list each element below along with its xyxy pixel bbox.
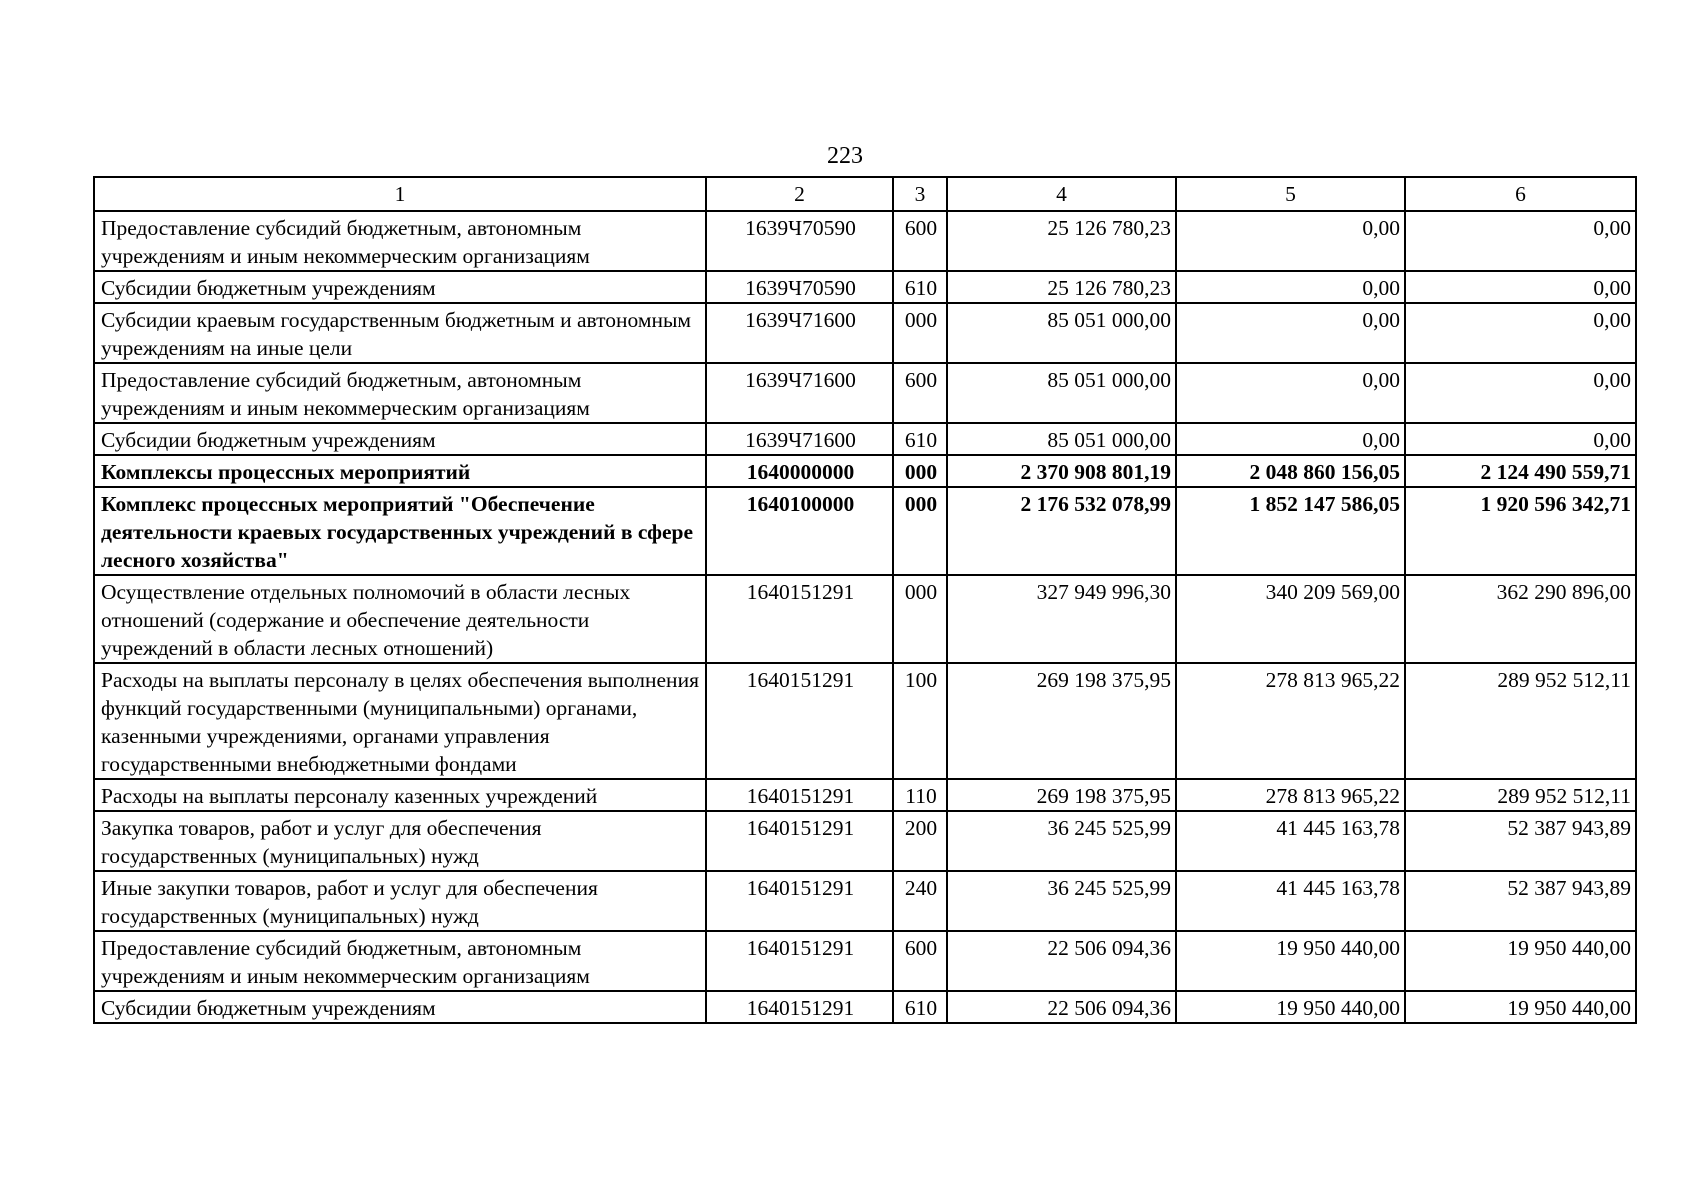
header-row <box>94 177 1636 211</box>
table-row <box>94 303 1636 363</box>
column-header: 1 <box>94 177 706 211</box>
row-value-col4-cell: 22 506 094,36 <box>947 991 1176 1023</box>
row-value-col5-cell: 0,00 <box>1176 423 1405 455</box>
table-row <box>94 423 1636 455</box>
row-value-col4-cell: 36 245 525,99 <box>947 811 1176 871</box>
table-row <box>94 991 1636 1023</box>
row-vr-cell: 600 <box>893 931 947 991</box>
table-row <box>94 487 1636 575</box>
row-value-col5-cell: 41 445 163,78 <box>1176 871 1405 931</box>
row-name-cell: Комплексы процессных мероприятий <box>94 455 706 487</box>
row-value-col5-cell: 340 209 569,00 <box>1176 575 1405 663</box>
row-code-cell: 1640151291 <box>706 779 893 811</box>
table-row <box>94 211 1636 271</box>
row-vr-cell: 610 <box>893 423 947 455</box>
row-vr-cell: 100 <box>893 663 947 779</box>
row-value-col5-cell: 0,00 <box>1176 211 1405 271</box>
row-code-cell: 1640100000 <box>706 487 893 575</box>
row-value-col6-cell: 289 952 512,11 <box>1405 663 1636 779</box>
row-name-cell: Закупка товаров, работ и услуг для обеспечения государственных (муниципальных) нужд <box>94 811 706 871</box>
row-code-cell: 1639Ч71600 <box>706 423 893 455</box>
row-name-cell: Расходы на выплаты персоналу казенных учреждений <box>94 779 706 811</box>
table-body <box>94 211 1636 1023</box>
row-value-col6-cell: 289 952 512,11 <box>1405 779 1636 811</box>
row-name-cell: Расходы на выплаты персоналу в целях обеспечения выполнения функций государственными (муниципальными) органами, казенными учреждениями, органами управления государственными внебюджетными фондами <box>94 663 706 779</box>
row-name-cell: Субсидии бюджетным учреждениям <box>94 991 706 1023</box>
row-name-cell: Осуществление отдельных полномочий в области лесных отношений (содержание и обеспечение деятельности учреждений в области лесных отношений) <box>94 575 706 663</box>
row-code-cell: 1639Ч71600 <box>706 303 893 363</box>
row-value-col4-cell: 269 198 375,95 <box>947 779 1176 811</box>
row-value-col5-cell: 0,00 <box>1176 303 1405 363</box>
table-row <box>94 575 1636 663</box>
row-value-col5-cell: 41 445 163,78 <box>1176 811 1405 871</box>
row-code-cell: 1639Ч70590 <box>706 271 893 303</box>
row-vr-cell: 200 <box>893 811 947 871</box>
row-value-col4-cell: 2 176 532 078,99 <box>947 487 1176 575</box>
row-value-col4-cell: 2 370 908 801,19 <box>947 455 1176 487</box>
row-code-cell: 1640151291 <box>706 871 893 931</box>
row-vr-cell: 610 <box>893 991 947 1023</box>
row-value-col6-cell: 52 387 943,89 <box>1405 871 1636 931</box>
row-value-col5-cell: 19 950 440,00 <box>1176 931 1405 991</box>
row-name-cell: Субсидии бюджетным учреждениям <box>94 423 706 455</box>
row-code-cell: 1640151291 <box>706 811 893 871</box>
table-row <box>94 663 1636 779</box>
page-number: 223 <box>827 143 863 169</box>
column-header: 5 <box>1176 177 1405 211</box>
row-name-cell: Предоставление субсидий бюджетным, автономным учреждениям и иным некоммерческим организациям <box>94 363 706 423</box>
table-row <box>94 931 1636 991</box>
row-vr-cell: 000 <box>893 575 947 663</box>
row-vr-cell: 240 <box>893 871 947 931</box>
row-value-col6-cell: 19 950 440,00 <box>1405 931 1636 991</box>
row-value-col6-cell: 0,00 <box>1405 303 1636 363</box>
row-value-col4-cell: 22 506 094,36 <box>947 931 1176 991</box>
column-header: 3 <box>893 177 947 211</box>
row-value-col6-cell: 0,00 <box>1405 363 1636 423</box>
row-vr-cell: 000 <box>893 303 947 363</box>
row-name-cell: Субсидии краевым государственным бюджетным и автономным учреждениям на иные цели <box>94 303 706 363</box>
table-row <box>94 363 1636 423</box>
row-name-cell: Иные закупки товаров, работ и услуг для обеспечения государственных (муниципальных) нужд <box>94 871 706 931</box>
row-value-col4-cell: 327 949 996,30 <box>947 575 1176 663</box>
row-value-col6-cell: 52 387 943,89 <box>1405 811 1636 871</box>
row-value-col5-cell: 278 813 965,22 <box>1176 779 1405 811</box>
row-vr-cell: 000 <box>893 487 947 575</box>
row-value-col4-cell: 25 126 780,23 <box>947 211 1176 271</box>
row-code-cell: 1640000000 <box>706 455 893 487</box>
budget-table <box>93 176 1637 1024</box>
row-value-col5-cell: 1 852 147 586,05 <box>1176 487 1405 575</box>
row-value-col6-cell: 0,00 <box>1405 271 1636 303</box>
row-code-cell: 1640151291 <box>706 931 893 991</box>
row-code-cell: 1639Ч71600 <box>706 363 893 423</box>
row-value-col4-cell: 25 126 780,23 <box>947 271 1176 303</box>
row-code-cell: 1640151291 <box>706 575 893 663</box>
row-value-col6-cell: 2 124 490 559,71 <box>1405 455 1636 487</box>
row-value-col5-cell: 0,00 <box>1176 363 1405 423</box>
row-value-col5-cell: 19 950 440,00 <box>1176 991 1405 1023</box>
row-name-cell: Субсидии бюджетным учреждениям <box>94 271 706 303</box>
row-vr-cell: 110 <box>893 779 947 811</box>
row-vr-cell: 600 <box>893 363 947 423</box>
row-value-col6-cell: 19 950 440,00 <box>1405 991 1636 1023</box>
column-header: 2 <box>706 177 893 211</box>
table-row <box>94 811 1636 871</box>
row-code-cell: 1640151291 <box>706 991 893 1023</box>
row-code-cell: 1640151291 <box>706 663 893 779</box>
table-row <box>94 779 1636 811</box>
row-value-col4-cell: 85 051 000,00 <box>947 423 1176 455</box>
row-value-col4-cell: 85 051 000,00 <box>947 303 1176 363</box>
row-code-cell: 1639Ч70590 <box>706 211 893 271</box>
row-value-col6-cell: 0,00 <box>1405 211 1636 271</box>
row-value-col5-cell: 0,00 <box>1176 271 1405 303</box>
row-value-col4-cell: 85 051 000,00 <box>947 363 1176 423</box>
row-value-col5-cell: 278 813 965,22 <box>1176 663 1405 779</box>
row-vr-cell: 610 <box>893 271 947 303</box>
row-name-cell: Комплекс процессных мероприятий "Обеспечение деятельности краевых государственных учреждений в сфере лесного хозяйства" <box>94 487 706 575</box>
row-value-col4-cell: 36 245 525,99 <box>947 871 1176 931</box>
table-row <box>94 871 1636 931</box>
row-value-col4-cell: 269 198 375,95 <box>947 663 1176 779</box>
column-header: 6 <box>1405 177 1636 211</box>
column-header: 4 <box>947 177 1176 211</box>
row-value-col5-cell: 2 048 860 156,05 <box>1176 455 1405 487</box>
row-value-col6-cell: 362 290 896,00 <box>1405 575 1636 663</box>
row-vr-cell: 000 <box>893 455 947 487</box>
table-row <box>94 271 1636 303</box>
table-row <box>94 455 1636 487</box>
row-name-cell: Предоставление субсидий бюджетным, автономным учреждениям и иным некоммерческим организациям <box>94 211 706 271</box>
row-value-col6-cell: 0,00 <box>1405 423 1636 455</box>
row-vr-cell: 600 <box>893 211 947 271</box>
row-name-cell: Предоставление субсидий бюджетным, автономным учреждениям и иным некоммерческим организациям <box>94 931 706 991</box>
row-value-col6-cell: 1 920 596 342,71 <box>1405 487 1636 575</box>
